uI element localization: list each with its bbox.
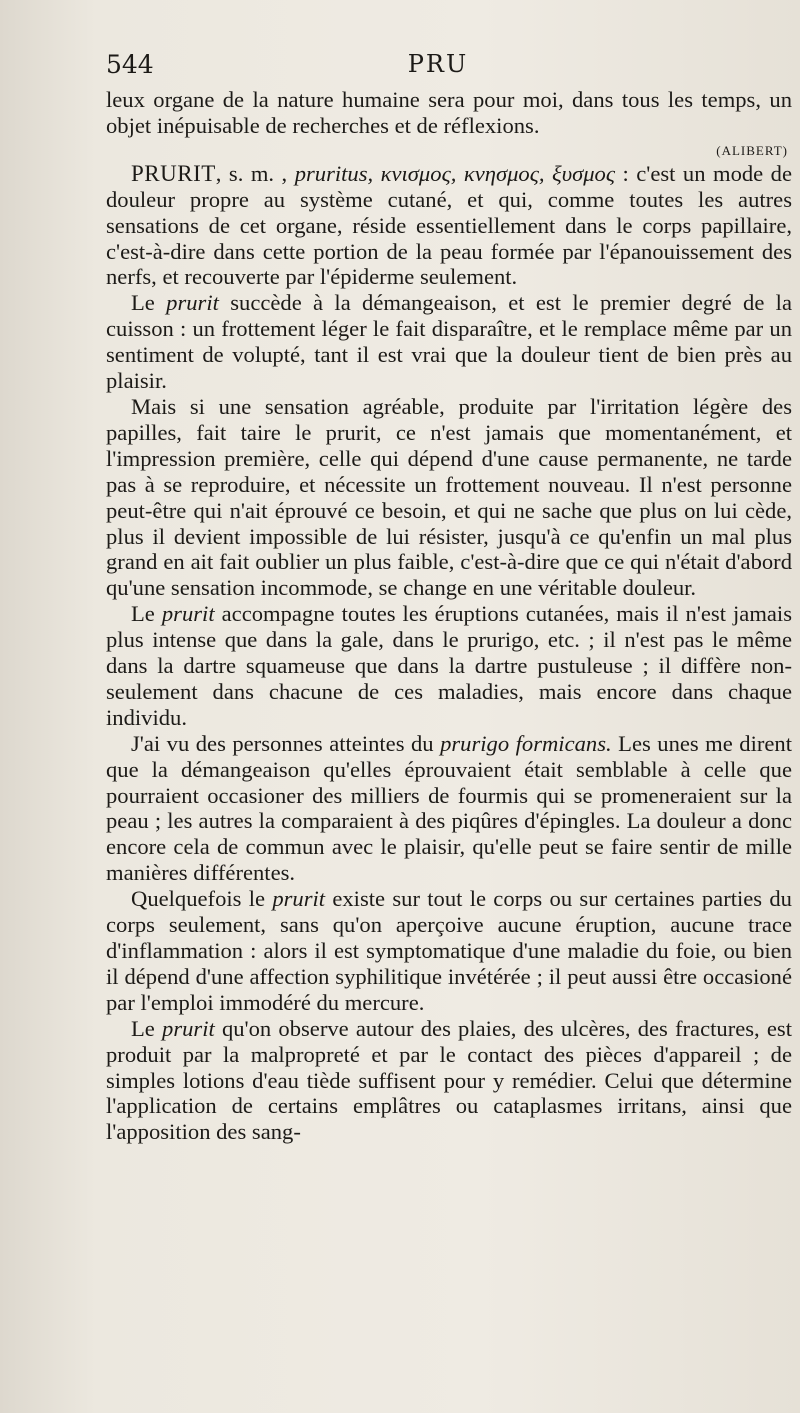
text-run: Le [131, 1015, 155, 1041]
entry-latin: pruritus [294, 160, 368, 186]
paragraph-3: Mais si une sensation agréable, produite par l'irritation légère des papilles, fait taire le prurit, ce n'est jamais que momentanément, et l'impression première, celle qui dépend d'une cause permanente, ne tarde pas à se reproduire, et nécessite un frottement nouveau. Il n'est personne peut-être qui n'ait éprouvé ce besoin, et qui ne sache que plus on lui cède, plus il devient impossible de lui résister, jusqu'à ce qu'enfin un mal plus grand en ait fait oublier un plus faible, c'est-à-dire que ce qui n'était d'abord qu'une sensation incommode, se change en une véritable douleur. [106, 393, 792, 601]
italic-term: prurit [162, 1015, 215, 1041]
entry-greek: , κνισμος, κνησμος, ξυσμος [367, 160, 616, 186]
paragraph-4 [106, 601, 792, 731]
italic-term: prurit [166, 290, 219, 316]
text-run: Le [131, 290, 155, 316]
text-run: qu'on observe autour des plaies, des ulcères, des fractures, est produit par la malpropreté et par le contact des pièces d'appareil ; de simples lotions d'eau tiède suffisent pour y remédier. Celui que détermine l'application de certains emplâtres ou cataplasmes irritans, ainsi que l'apposition des sang- [106, 1015, 792, 1145]
paragraph-entry-prurit [106, 161, 792, 291]
running-head: PRU [407, 50, 469, 78]
paragraph-2 [106, 290, 792, 394]
italic-term: prurigo formicans. [440, 730, 612, 756]
page-header [106, 50, 770, 90]
text-run: Les unes me dirent que la démangeaison qu'elles éprouvaient était semblable à celle que pourraient occasioner des milliers de fourmis qui se promeneraient sur la peau ; les autres la comparaient à des piqûres d'épingles. La douleur a donc encore cela de commun avec le plaisir, qu'elle peut se faire sentir de mille manières différentes. [106, 730, 792, 886]
entry-grammar: , s. m. , [215, 160, 288, 186]
body-text [106, 87, 792, 1145]
text-run: Quelquefois le [131, 886, 266, 912]
italic-term: prurit [161, 601, 215, 627]
entry-definition: : c'est un mode de douleur propre au système cutané, et qui, comme toutes les autres sensations de cet organe, réside essentiellement dans le corps papillaire, c'est-à-dire dans cette portion de la peau formée par l'épanouissement des nerfs, et recouverte par l'épiderme seulement. [106, 160, 793, 290]
text-run: succède à la démangeaison, et est le premier degré de la cuisson : un frottement léger le fait disparaître, et le remplace même par un sentiment de volupté, tant il est vrai que la douleur tient de bien près au plaisir. [106, 290, 792, 394]
text-run: J'ai vu des personnes atteintes du [131, 730, 434, 756]
author-attribution: (ALIBERT) [716, 142, 788, 158]
paragraph-5 [106, 731, 792, 886]
paragraph-6 [106, 886, 792, 1016]
paragraph-continuation: leux organe de la nature humaine sera pour moi, dans tous les temps, un objet inépuisable de recherches et de réflexions. [106, 87, 792, 138]
text-run: existe sur tout le corps ou sur certaines parties du corps seulement, sans qu'on aperçoive aucune éruption, aucune trace d'inflammation : alors il est symptomatique d'une maladie du foie, ou bien il dépend d'une affection syphilitique invétérée ; il peut aussi être occasioné par l'emploi immodéré du mercure. [106, 886, 792, 1015]
italic-term: prurit [272, 886, 326, 912]
text-run: accompagne toutes les éruptions cutanées, mais il n'est jamais plus intense que dans la gale, dans le prurigo, etc. ; il n'est pas le même dans la dartre squameuse que dans la dartre pustuleuse ; il diffère non-seulement dans chacune de ces maladies, mais encore dans chaque individu. [106, 601, 792, 730]
paragraph-7 [106, 1016, 792, 1146]
entry-headword: PRURIT [131, 160, 216, 186]
page-number: 544 [106, 50, 154, 79]
text-run: Le [131, 601, 155, 627]
